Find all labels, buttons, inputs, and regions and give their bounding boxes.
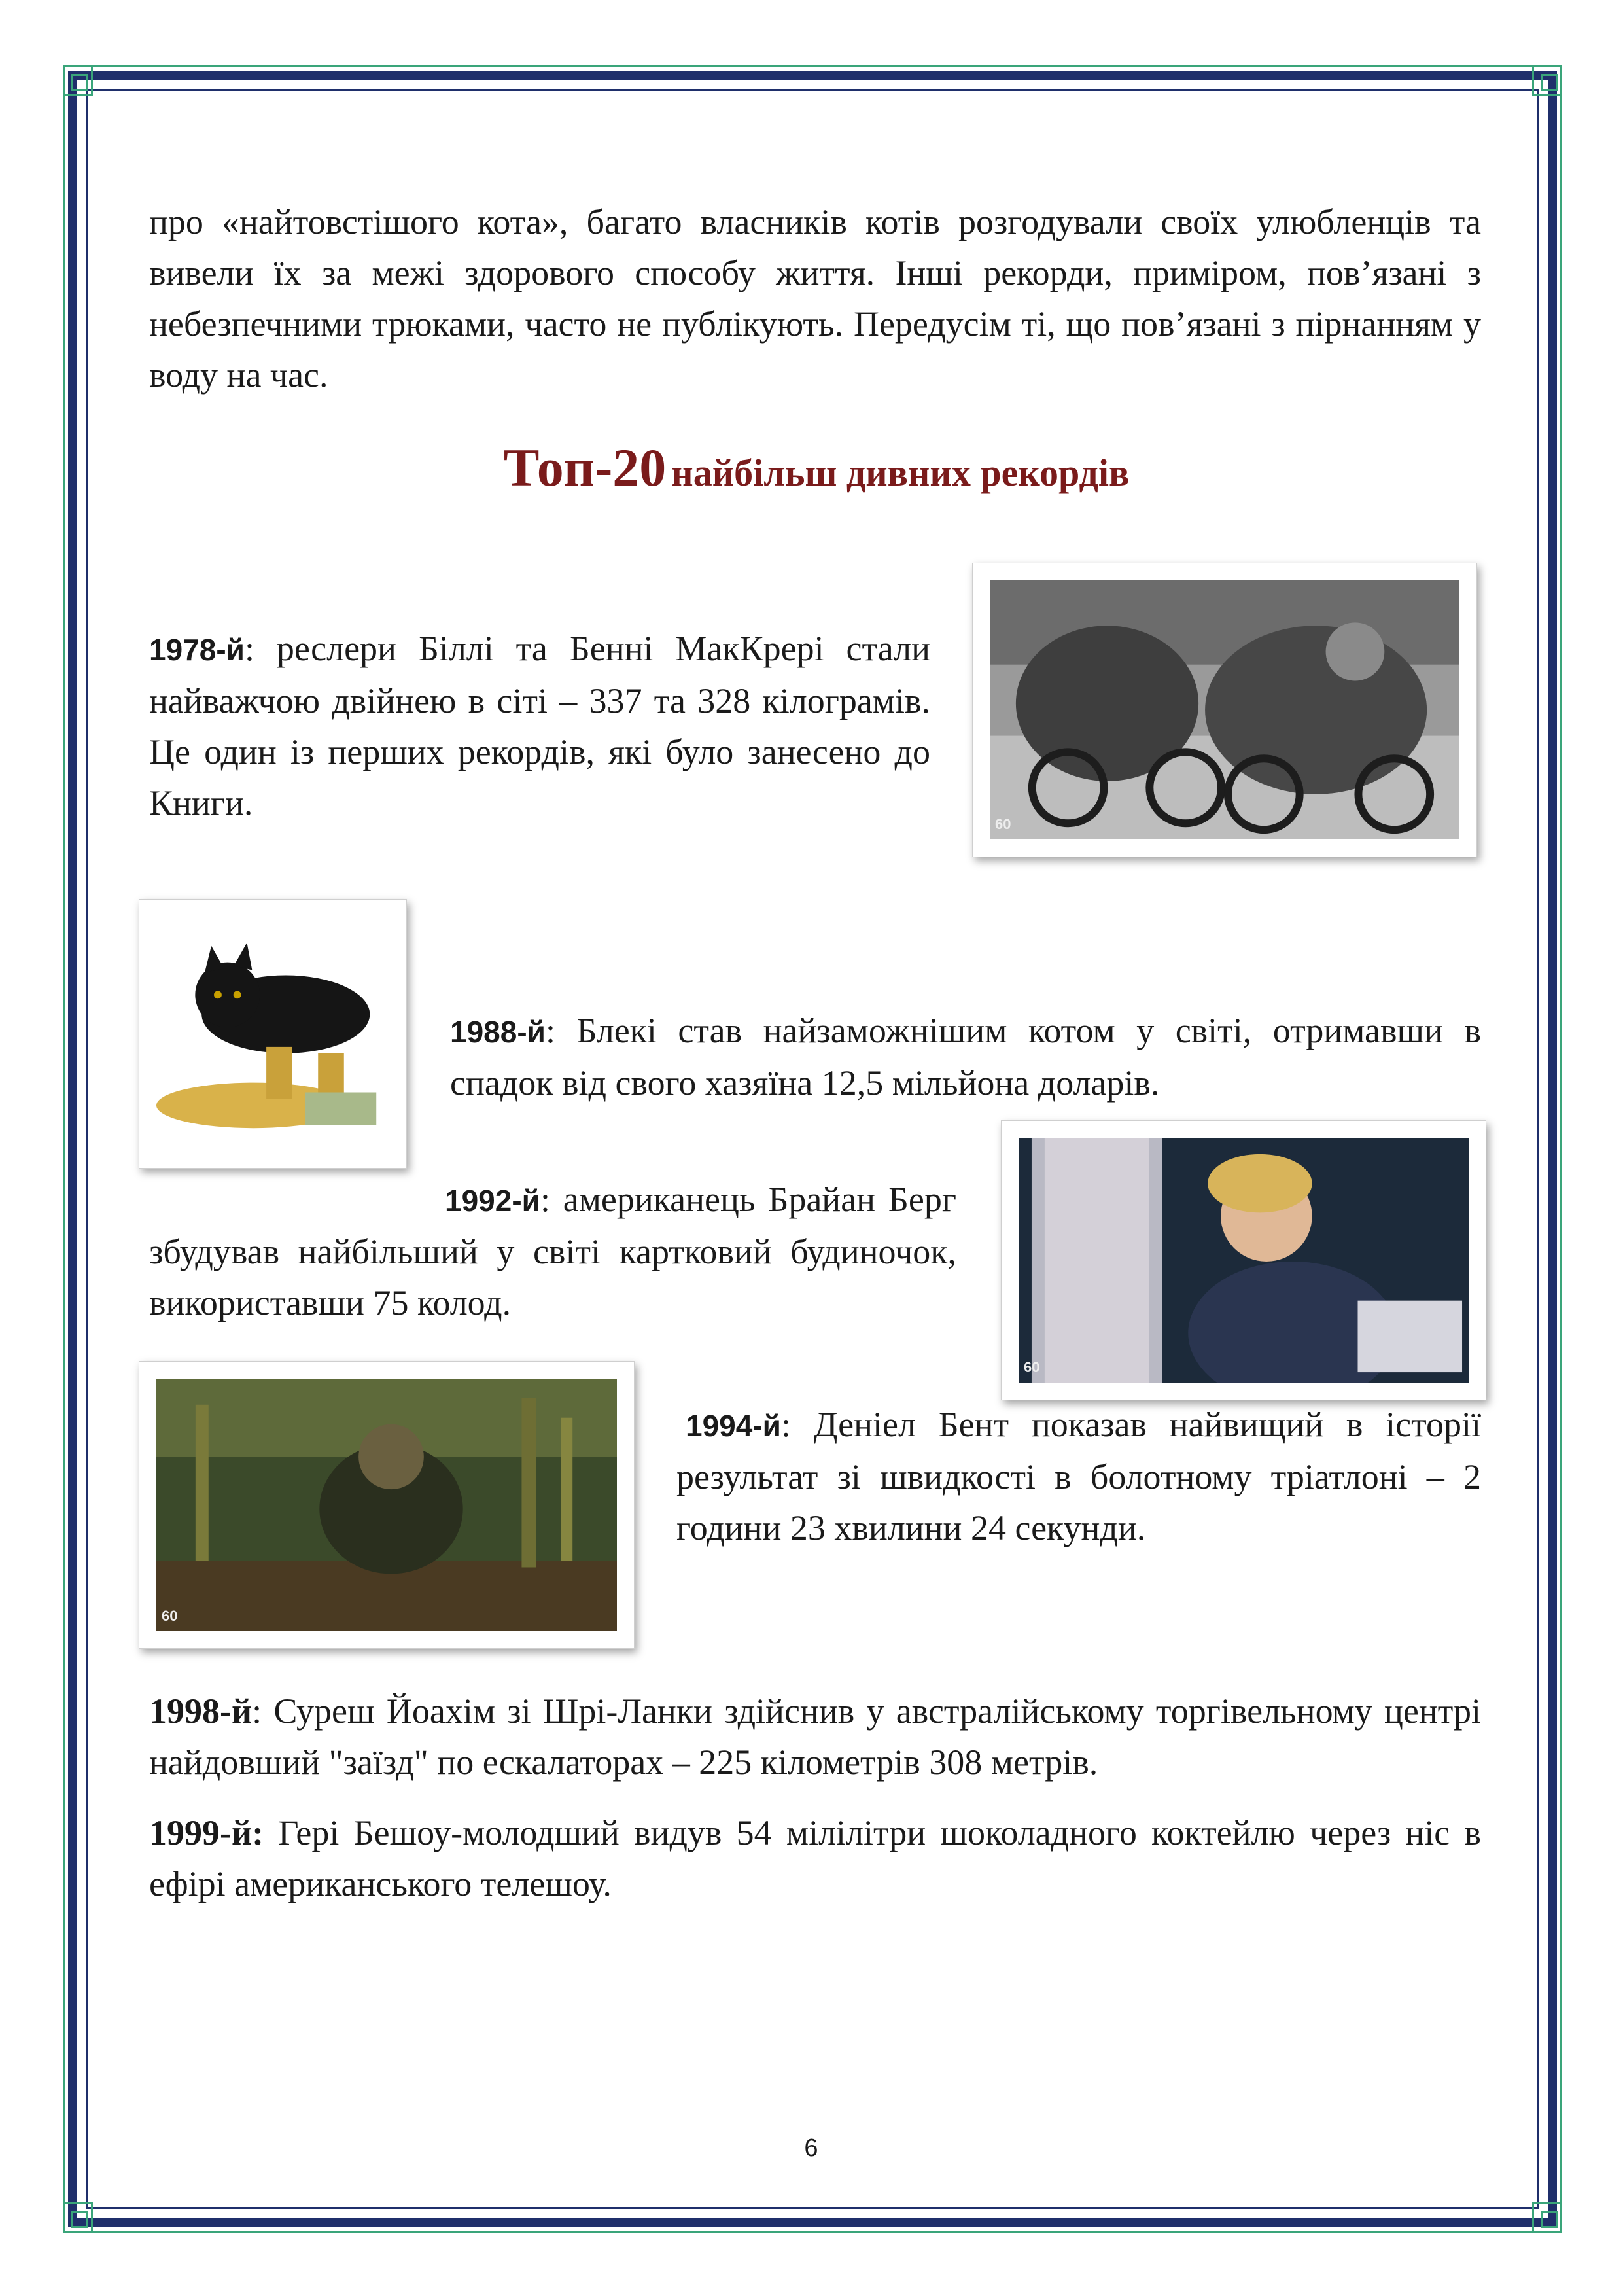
record-1988 xyxy=(450,1005,1481,1108)
record-text: Блекі став найзаможнішим котом у світі, отримавши в спадок від свого хазяїна 12,5 мільйона доларів. xyxy=(450,1011,1481,1103)
photo-badge: 60 xyxy=(1024,1359,1040,1375)
record-1992 xyxy=(149,1174,956,1328)
record-1994 xyxy=(676,1399,1481,1553)
record-1998 xyxy=(149,1686,1481,1788)
title-main: Топ-20 xyxy=(503,438,667,497)
record-1978 xyxy=(149,623,930,828)
wrestlers-image xyxy=(990,580,1459,839)
card-house-image xyxy=(1019,1138,1469,1383)
photo-black-cat-coins xyxy=(139,899,407,1169)
cat-image xyxy=(156,917,389,1151)
photo-badge: 60 xyxy=(995,816,1011,832)
section-title xyxy=(149,437,1484,499)
record-text: Деніел Бент показав найвищий в історії результат зі швидкості в болотному тріатлоні – 2 години 23 хвилини 24 секунди. xyxy=(676,1405,1481,1547)
corner-ornament-top-right xyxy=(1532,65,1562,96)
corner-ornament-bottom-left xyxy=(63,2202,93,2233)
record-year: 1978-й xyxy=(149,633,245,667)
photo-card-house xyxy=(1001,1120,1486,1400)
record-year: 1992-й xyxy=(445,1184,540,1218)
photo-badge: 60 xyxy=(162,1608,178,1624)
photo-wrestlers-motorcycles xyxy=(972,563,1477,857)
record-separator: : xyxy=(244,629,254,668)
record-text: американець Брайан Берг збудував найбільший у світі картковий будиночок, використавши 75 колод. xyxy=(149,1180,956,1322)
title-sub: найбільш дивних рекордів xyxy=(671,451,1130,494)
record-text: Суреш Йоахім зі Шрі-Ланки здійснив у австралійському торгівельному центрі найдовший "заїзд" по ескалаторах – 225 кілометрів 308 метрів. xyxy=(149,1691,1481,1782)
intro-paragraph: про «найтовстішого кота», багато власників котів розгодували своїх улюбленців та вивели їх за межі здорового способу життя. Інші рекорди, приміром, пов’язані з небезпечними трюками, часто не публікують. Передусім ті, що пов’язані з пірнанням у воду на час. xyxy=(149,202,1481,395)
record-separator: : xyxy=(545,1011,555,1050)
record-text: Гері Бешоу-молодший видув 54 мілілітри шоколадного коктейлю через ніс в ефірі американського телешоу. xyxy=(149,1813,1481,1903)
page-number: 6 xyxy=(804,2134,818,2162)
corner-ornament-bottom-right xyxy=(1532,2202,1562,2233)
record-year: 1998-й xyxy=(149,1691,253,1731)
bog-image xyxy=(156,1379,617,1631)
record-1999 xyxy=(149,1807,1481,1909)
record-year: 1999-й: xyxy=(149,1813,264,1852)
record-year: 1988-й xyxy=(450,1015,546,1049)
record-separator: : xyxy=(540,1180,550,1219)
record-separator: : xyxy=(780,1405,791,1444)
corner-ornament-top-left xyxy=(63,65,93,96)
record-separator: : xyxy=(252,1691,262,1731)
photo-bog-snorkelling xyxy=(139,1361,635,1649)
record-year: 1994-й xyxy=(686,1409,781,1443)
record-text: реслери Біллі та Бенні МакКрері стали найважчою двійнею в сіті – 337 та 328 кілограмів. Це один із перших рекордів, які було занесено до Книги. xyxy=(149,629,930,822)
